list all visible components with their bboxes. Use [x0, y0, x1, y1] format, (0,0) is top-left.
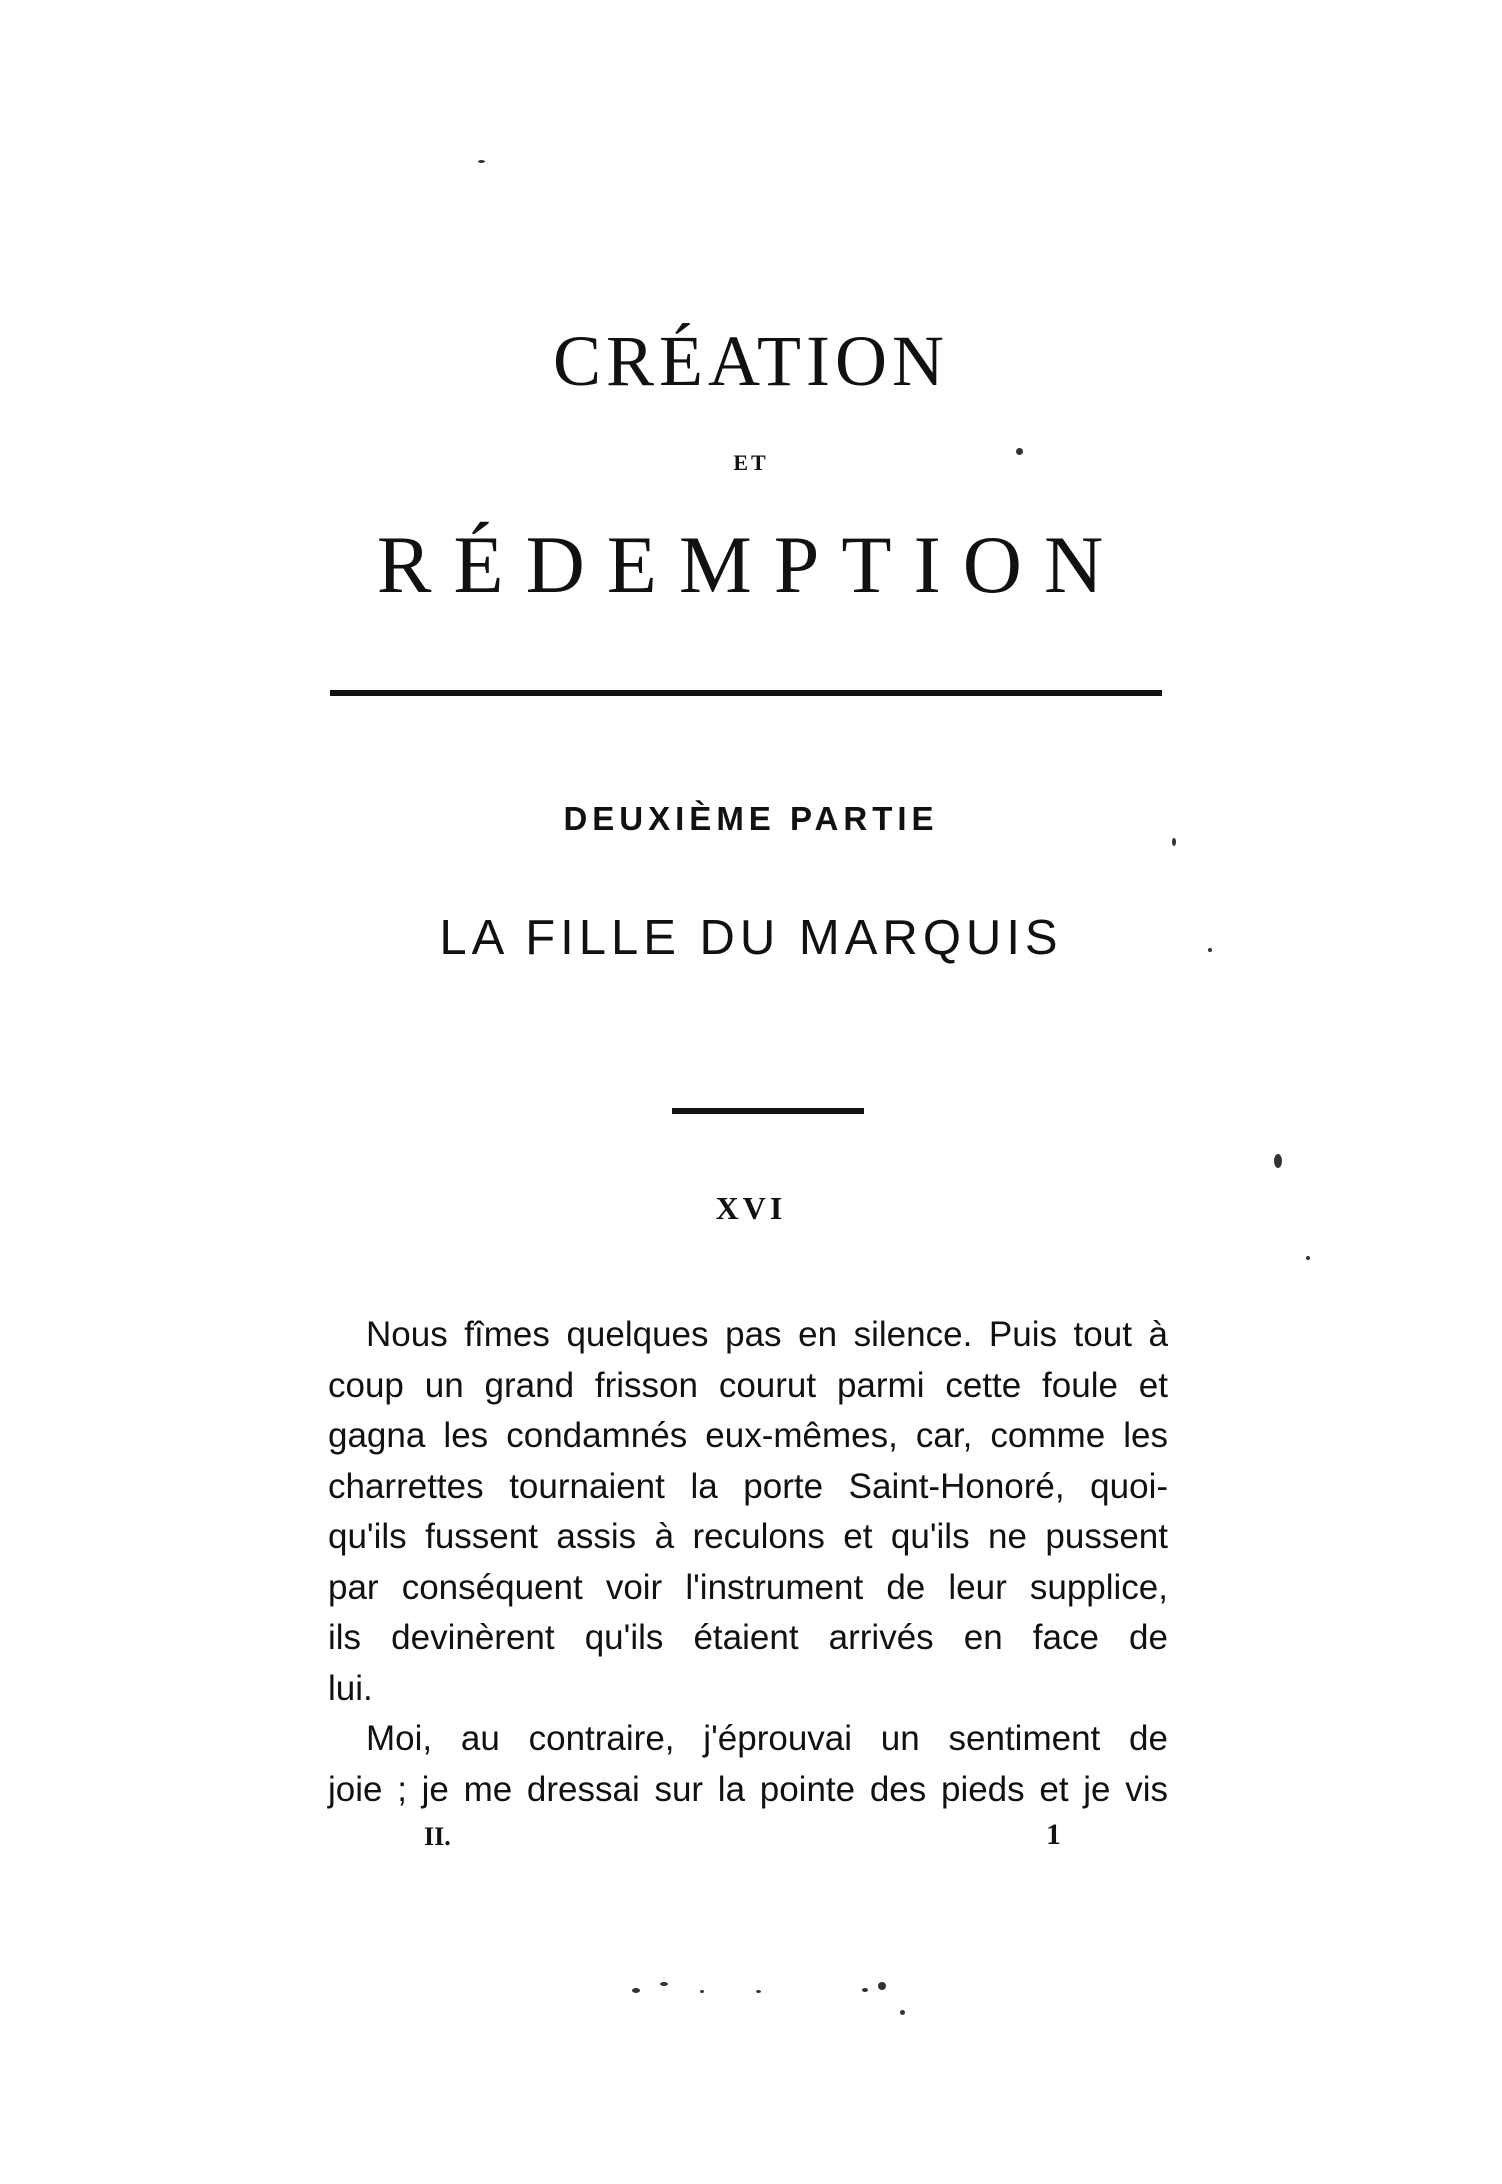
body-text — [328, 1310, 1168, 1815]
scan-speck — [1208, 948, 1212, 952]
text-line: Nous fîmes quelques pas en silence. Puis tout à — [366, 1315, 1168, 1354]
text-line: qu'ils fussent assis à reculons et qu'ils ne pussent — [328, 1517, 1168, 1556]
book-title-line1: CRÉATION — [553, 321, 949, 401]
section-divider-rule — [672, 1108, 864, 1114]
scan-speck — [700, 1990, 704, 1993]
text-line: coup un grand frisson courut parmi cette foule et — [328, 1365, 1168, 1405]
text-line: charrettes tournaient la porte Saint-Honoré, quoi- — [328, 1466, 1168, 1506]
scan-speck — [862, 1988, 868, 1992]
page-number: 1 — [1046, 1818, 1061, 1851]
chapter-number: XVI — [715, 1190, 787, 1226]
text-line: Moi, au contraire, j'éprouvai un sentiment de — [366, 1719, 1168, 1758]
text-line: par conséquent voir l'instrument de leur supplice, — [328, 1567, 1168, 1607]
text-line: ils devinèrent qu'ils étaient arrivés en face de — [328, 1618, 1168, 1657]
part-label: DEUXIÈME PARTIE — [563, 800, 939, 837]
scan-speck — [478, 160, 485, 163]
scan-speck — [1172, 838, 1176, 846]
scan-speck — [1274, 1154, 1282, 1168]
text-line: gagna les condamnés eux-mêmes, car, comme les — [328, 1416, 1168, 1455]
paragraph-2 — [328, 1714, 1168, 1815]
text-line: lui. — [328, 1668, 373, 1708]
signature-mark: II. — [424, 1822, 451, 1851]
paragraph-1 — [328, 1310, 1168, 1714]
book-title-conjunction: ET — [733, 450, 769, 475]
scan-speck — [756, 1990, 761, 1993]
book-title-line2: RÉDEMPTION — [376, 519, 1126, 610]
title-divider-rule — [330, 690, 1162, 696]
scan-speck — [1016, 448, 1023, 455]
scan-speck — [900, 2010, 905, 2015]
text-line: joie ; je me dressai sur la pointe des pieds et je vis — [328, 1769, 1168, 1809]
scan-speck — [878, 1982, 886, 1990]
scan-speck — [660, 1982, 668, 1986]
part-title: LA FILLE DU MARQUIS — [439, 911, 1063, 965]
scan-speck — [1306, 1256, 1310, 1260]
scan-speck — [632, 1988, 640, 1993]
